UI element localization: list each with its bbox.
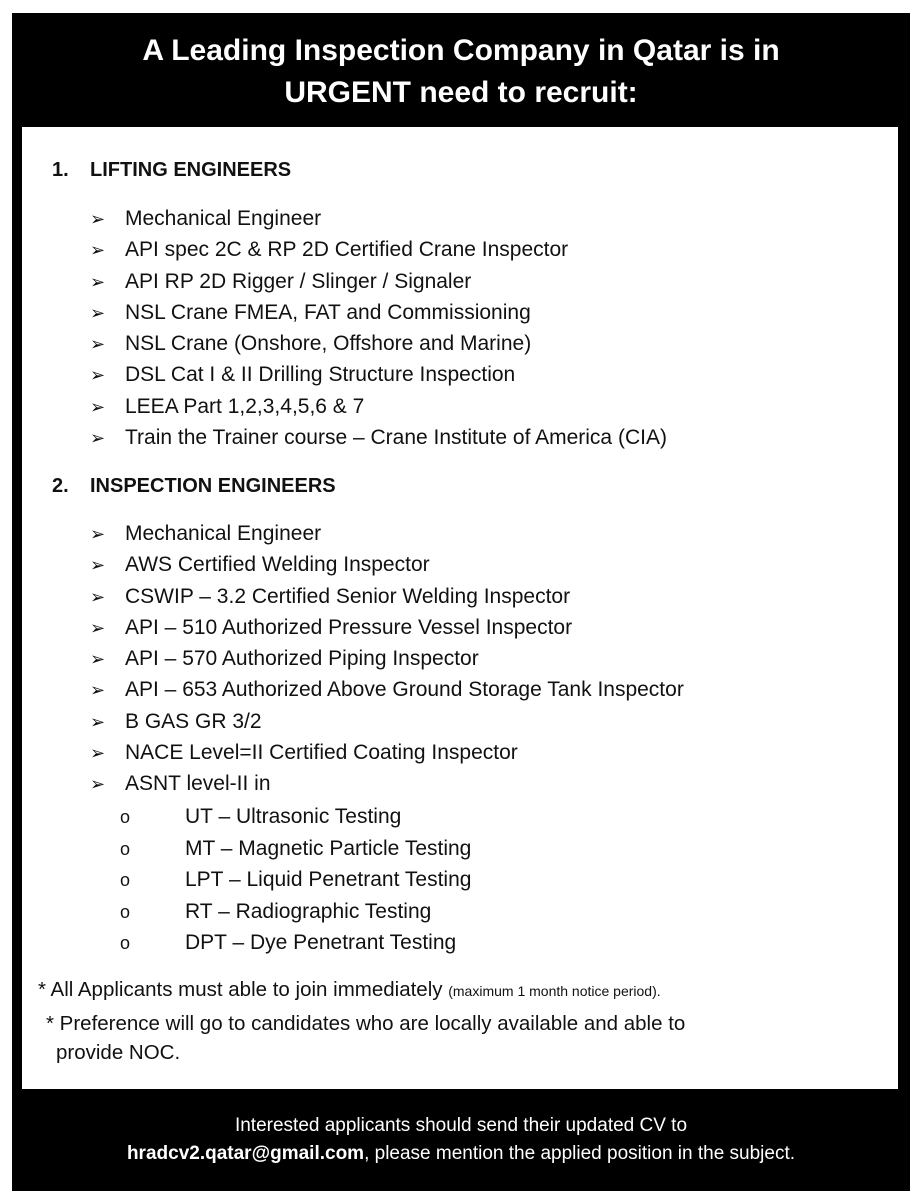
list-item-text: API RP 2D Rigger / Slinger / Signaler (125, 269, 472, 293)
list-item-text: LPT – Liquid Penetrant Testing (185, 868, 472, 891)
header-line-1: A Leading Inspection Company in Qatar is in (142, 34, 780, 67)
list-item-text: Mechanical Engineer (125, 522, 322, 545)
note-1-small: (maximum 1 month notice period). (448, 983, 661, 999)
sub-list-item (120, 896, 471, 928)
list-item (90, 297, 667, 328)
arrow-bullet-icon: ➢ (90, 209, 106, 229)
circle-bullet-icon: o (120, 901, 131, 922)
list-item (90, 518, 684, 549)
section-title-inspection-engineers (52, 475, 336, 498)
section-title-text: LIFTING ENGINEERS (90, 159, 292, 181)
sub-list-item (120, 801, 471, 833)
list-item-text: DSL Cat I & II Drilling Structure Inspection (125, 363, 516, 387)
list-item (90, 203, 667, 234)
content-panel (22, 127, 898, 1089)
sub-list-item (120, 864, 471, 896)
arrow-bullet-icon: ➢ (90, 711, 106, 732)
list-item-text: NSL Crane (Onshore, Offshore and Marine) (125, 332, 532, 356)
section-number: 2. (52, 475, 69, 497)
note-2-line-2: provide NOC. (56, 1041, 181, 1064)
circle-bullet-icon: o (120, 838, 131, 859)
list-item-text: Train the Trainer course – Crane Institute of America (CIA) (125, 426, 667, 450)
sub-list-item (120, 927, 471, 959)
footer-line-2-rest: , please mention the applied position in the subject. (364, 1143, 796, 1164)
note-1-main: * All Applicants must able to join immediately (38, 978, 443, 1001)
sub-list-item (120, 833, 471, 865)
list-item (90, 328, 667, 359)
list-item (90, 674, 684, 705)
note-2-line-1: * Preference will go to candidates who are locally available and able to (46, 1012, 686, 1035)
list-item (90, 737, 684, 768)
inspection-engineers-list (90, 518, 684, 800)
circle-bullet-icon: o (120, 870, 131, 890)
arrow-bullet-icon: ➢ (90, 586, 106, 607)
section-title-text: INSPECTION ENGINEERS (90, 475, 336, 497)
arrow-bullet-icon: ➢ (90, 524, 106, 544)
arrow-bullet-icon: ➢ (90, 743, 106, 764)
list-item (90, 643, 684, 674)
arrow-bullet-icon: ➢ (90, 271, 106, 292)
list-item-text: API spec 2C & RP 2D Certified Crane Inspector (125, 238, 569, 262)
circle-bullet-icon: o (120, 933, 131, 953)
asnt-methods-list (120, 801, 471, 959)
arrow-bullet-icon: ➢ (90, 365, 106, 386)
list-item (90, 581, 684, 612)
list-item-text: ASNT level-II in (125, 772, 271, 796)
list-item-text: Mechanical Engineer (125, 207, 322, 230)
header-line-2: URGENT need to recruit: (284, 76, 638, 109)
lifting-engineers-list (90, 203, 667, 453)
list-item (90, 768, 684, 799)
list-item-text: MT – Magnetic Particle Testing (185, 836, 472, 860)
section-number: 1. (52, 159, 69, 181)
arrow-bullet-icon: ➢ (90, 240, 106, 261)
list-item (90, 234, 667, 265)
list-item-text: API – 653 Authorized Above Ground Storage Tank Inspector (125, 678, 684, 702)
header-banner (12, 13, 910, 125)
arrow-bullet-icon: ➢ (90, 774, 106, 795)
list-item (90, 391, 667, 422)
footer-line-1: Interested applicants should send their updated CV to (234, 1115, 688, 1136)
list-item-text: RT – Radiographic Testing (185, 899, 432, 923)
list-item-text: CSWIP – 3.2 Certified Senior Welding Inspector (125, 584, 571, 608)
list-item (90, 359, 667, 390)
list-item (90, 706, 684, 737)
list-item-text: API – 510 Authorized Pressure Vessel Inspector (125, 615, 573, 639)
list-item-text: NSL Crane FMEA, FAT and Commissioning (125, 300, 531, 324)
list-item-text: B GAS GR 3/2 (125, 709, 262, 733)
contact-email[interactable]: hradcv2.qatar@gmail.com (126, 1143, 365, 1164)
list-item-text: NACE Level=II Certified Coating Inspector (125, 741, 518, 765)
arrow-bullet-icon: ➢ (90, 302, 106, 323)
note-immediate-joining (38, 975, 661, 1006)
list-item (90, 612, 684, 643)
arrow-bullet-icon: ➢ (90, 334, 106, 355)
list-item-text: UT – Ultrasonic Testing (185, 805, 402, 828)
section-title-lifting-engineers (52, 159, 291, 182)
arrow-bullet-icon: ➢ (90, 617, 106, 638)
list-item (90, 422, 667, 453)
ad-frame (12, 13, 910, 1191)
list-item-text: LEEA Part 1,2,3,4,5,6 & 7 (125, 394, 365, 418)
arrow-bullet-icon: ➢ (90, 396, 106, 417)
list-item (90, 549, 684, 580)
arrow-bullet-icon: ➢ (90, 680, 106, 701)
list-item-text: DPT – Dye Penetrant Testing (185, 931, 457, 954)
arrow-bullet-icon: ➢ (90, 555, 106, 576)
arrow-bullet-icon: ➢ (90, 428, 106, 449)
arrow-bullet-icon: ➢ (90, 649, 106, 670)
list-item-text: AWS Certified Welding Inspector (125, 553, 430, 577)
footer-line-2 (12, 1140, 910, 1168)
footer-banner (12, 1099, 910, 1191)
note-preference (46, 1009, 685, 1067)
circle-bullet-icon: o (120, 807, 131, 827)
list-item-text: API – 570 Authorized Piping Inspector (125, 647, 479, 671)
list-item (90, 266, 667, 297)
